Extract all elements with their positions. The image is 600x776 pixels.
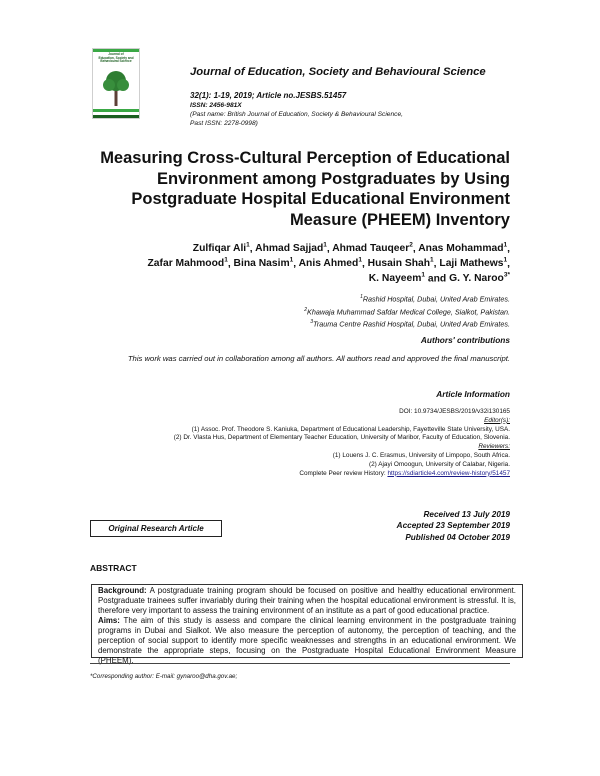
editors-label: Editor(s): (484, 416, 510, 424)
author-line-3 (80, 268, 510, 286)
footnote-divider (90, 663, 510, 664)
editor-entry: (1) Assoc. Prof. Theodore S. Kaniuka, Department of Educational Leadership, Fayetteville State University, USA. (191, 425, 510, 433)
peer-review-history: Complete Peer review History: https://sdiarticle4.com/review-history/51457 (299, 469, 510, 477)
affiliation: $^2$Khawaja Muhammad Safdar Medical College, Sialkot, Pakistan. (304, 306, 510, 316)
published-date: Published 04 October 2019 (405, 532, 510, 542)
author: Anis Ahmed$^1$ (298, 257, 362, 270)
issue-info: 32(1): 1-19, 2019; Article no.JESBS.51457 (190, 91, 347, 100)
author: Zulfiqar Ali$^1$ (192, 242, 250, 255)
journal-name: Journal of Education, Society and Behavioural Science (190, 66, 486, 78)
past-issn: Past ISSN: 2278-0998) (190, 120, 258, 127)
author: Husain Shah$^1$ (367, 257, 434, 270)
reviewer-entry: (2) Ajayi Omoogun, University of Calabar, Nigeria. (368, 460, 510, 468)
abstract-background: Background: A postgraduate training program should be focused on positive and healthy educational environment. Postgraduate trainees suffer invariably during their training when the hospital educational environment is stressful. It is, therefore very important to assess the training environment of an institute as a part of good educational practice. (98, 586, 516, 615)
author: K. Nayeem$^1$ (368, 272, 426, 285)
reviewer-entry: (1) Louens J. C. Erasmus, University of Limpopo, South Africa. (332, 451, 510, 459)
peer-review-link[interactable]: https://sdiarticle4.com/review-history/51457 (387, 469, 510, 477)
author: Bina Nasim$^1$ (233, 257, 294, 270)
affiliations (110, 292, 510, 330)
journal-cover-thumbnail (92, 48, 140, 119)
author-line-2: Zafar Mahmood$^1$, Bina Nasim$^1$, Anis Ahmed$^1$, Husain Shah$^1$, Laji Mathews$^1$, (147, 257, 510, 270)
affiliation: $^1$Rashid Hospital, Dubai, United Arab Emirates. (360, 294, 510, 304)
contributions-text: This work was carried out in collaboration among all authors. All authors read and approved the final manuscript. (127, 354, 510, 363)
editor-entry: (2) Dr. Vlasta Hus, Department of Elementary Teacher Education, University of Maribor, Faculty of Education, Slovenia. (173, 434, 510, 442)
abstract-aims: Aims: The aim of this study is assess and compare the clinical learning environment in the postgraduate training programs in Dubai and Sialkot. We also measure the perception of autonomy, the perception of teaching, and the perception of social support to identify more specific weaknesses and strengths in an educational environment. We demonstrate the appropriate steps, focusing on the Postgraduate Hospital Educational Environment Measure (PHEEM). (98, 616, 516, 665)
abstract-box (91, 584, 523, 665)
reviewers-label: Reviewers: (478, 443, 510, 451)
accepted-date: Accepted 23 September 2019 (396, 521, 510, 531)
author: Ahmad Sajjad$^1$ (255, 242, 327, 255)
author: Laji Mathews$^1$ (439, 257, 508, 270)
author: Zafar Mahmood$^1$ (147, 257, 228, 270)
article-type-badge: Original Research Article (90, 520, 222, 537)
author: Ahmad Tauqeer$^2$ (332, 242, 413, 255)
doi: DOI: 10.9734/JESBS/2019/v32i130165 (399, 408, 510, 415)
issn: ISSN: 2456-981X (190, 102, 242, 109)
abstract-heading: ABSTRACT (90, 563, 137, 573)
past-name: (Past name: British Journal of Education, Society & Behavioural Science, (190, 111, 403, 118)
affiliation: $^3$Trauma Centre Rashid Hospital, Dubai, United Arab Emirates. (310, 319, 510, 329)
contributions-heading: Authors' contributions (420, 335, 510, 345)
paper-title: Measuring Cross-Cultural Perception of Educational Environment among Postgraduates by Using Postgraduate Hospital Educational Environment Measure (PHEEM) Inventory (100, 149, 510, 229)
author: Anas Mohammad$^1$ (418, 242, 508, 255)
cover-title: Journal of Education, Society and Behavioural Science (98, 52, 134, 64)
and-connector: and (427, 273, 447, 285)
author: G. Y. Naroo$^{3*}$ (449, 272, 510, 285)
tree-icon (101, 67, 131, 107)
article-info-heading: Article Information (436, 389, 510, 399)
publication-dates (310, 509, 510, 543)
article-info (80, 408, 510, 478)
received-date: Received 13 July 2019 (423, 510, 510, 519)
corresponding-author-footnote: *Corresponding author: E-mail: gynaroo@dha.gov.ae; (90, 673, 238, 680)
author-line-1: Zulfiqar Ali$^1$, Ahmad Sajjad$^1$, Ahmad Tauqeer$^2$, Anas Mohammad$^1$, (192, 242, 510, 255)
